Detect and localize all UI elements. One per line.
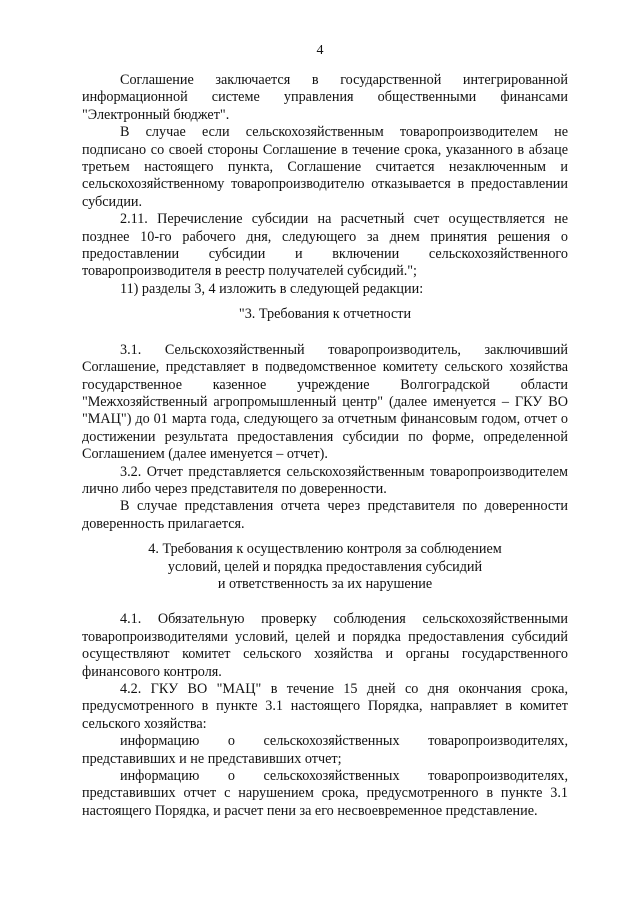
document-body [82,72,568,820]
paragraph: 3.1. Сельскохозяйственный товаропроизводитель, заключивший Соглашение, представляет в подведомственное комитету сельского хозяйства государственное казенное учреждение Волгоградской области "Межхозяйственный агропромышленный центр" (далее именуется – ГКУ ВО "МАЦ") до 01 марта года, следующего за отчетным финансовым годом, отчет о достижении результата предоставления субсидии по форме, определенной Соглашением (далее именуется – отчет). [82,341,568,463]
section-4-heading [82,541,568,593]
section-4-heading-line: 4. Требования к осуществлению контроля за соблюдением [148,541,502,558]
page-number: 4 [316,43,324,58]
paragraph: 2.11. Перечисление субсидии на расчетный счет осуществляется не позднее 10-го рабочего дня, следующего за днем принятия решения о предоставлении субсидии и включении сельскохозяйственного товаропроизводителя в реестр получателей субсидий."; [82,211,568,280]
paragraph: В случае если сельскохозяйственным товаропроизводителем не подписано со своей стороны Соглашение в течение срока, указанного в абзаце третьем настоящего пункта, Соглашение считается незаключенным и сельскохозяйственному товаропроизводителю отказывается в предоставлении субсидии. [82,124,568,210]
paragraph: информацию о сельскохозяйственных товаропроизводителях, представивших и не представивших отчет; [82,733,568,767]
section-4-heading-line: и ответственность за их нарушение [217,575,433,592]
paragraph: 4.2. ГКУ ВО "МАЦ" в течение 15 дней со дня окончания срока, предусмотренного в пункте 3.1 настоящего Порядка, направляет в комитет сельского хозяйства: [82,681,568,732]
paragraph: информацию о сельскохозяйственных товаропроизводителях, представивших отчет с нарушением срока, предусмотренного в пункте 3.1 настоящего Порядка, и расчет пени за его несвоевременное представление. [82,768,568,819]
section-4-heading-line: условий, целей и порядка предоставления субсидий [167,558,483,575]
paragraph: В случае представления отчета через представителя по доверенности доверенность прилагается. [82,498,568,532]
paragraph: 11) разделы 3, 4 изложить в следующей редакции: [120,280,424,297]
paragraph: 4.1. Обязательную проверку соблюдения сельскохозяйственными товаропроизводителями условий, целей и порядка предоставления субсидий осуществляют комитет сельского хозяйства и органы государственного финансового контроля. [82,611,568,680]
paragraph: Соглашение заключается в государственной интегрированной информационной системе управления общественными финансами "Электронный бюджет". [82,72,568,123]
section-3-heading: "3. Требования к отчетности [238,306,412,323]
paragraph: 3.2. Отчет представляется сельскохозяйственным товаропроизводителем лично либо через представителя по доверенности. [82,463,568,497]
